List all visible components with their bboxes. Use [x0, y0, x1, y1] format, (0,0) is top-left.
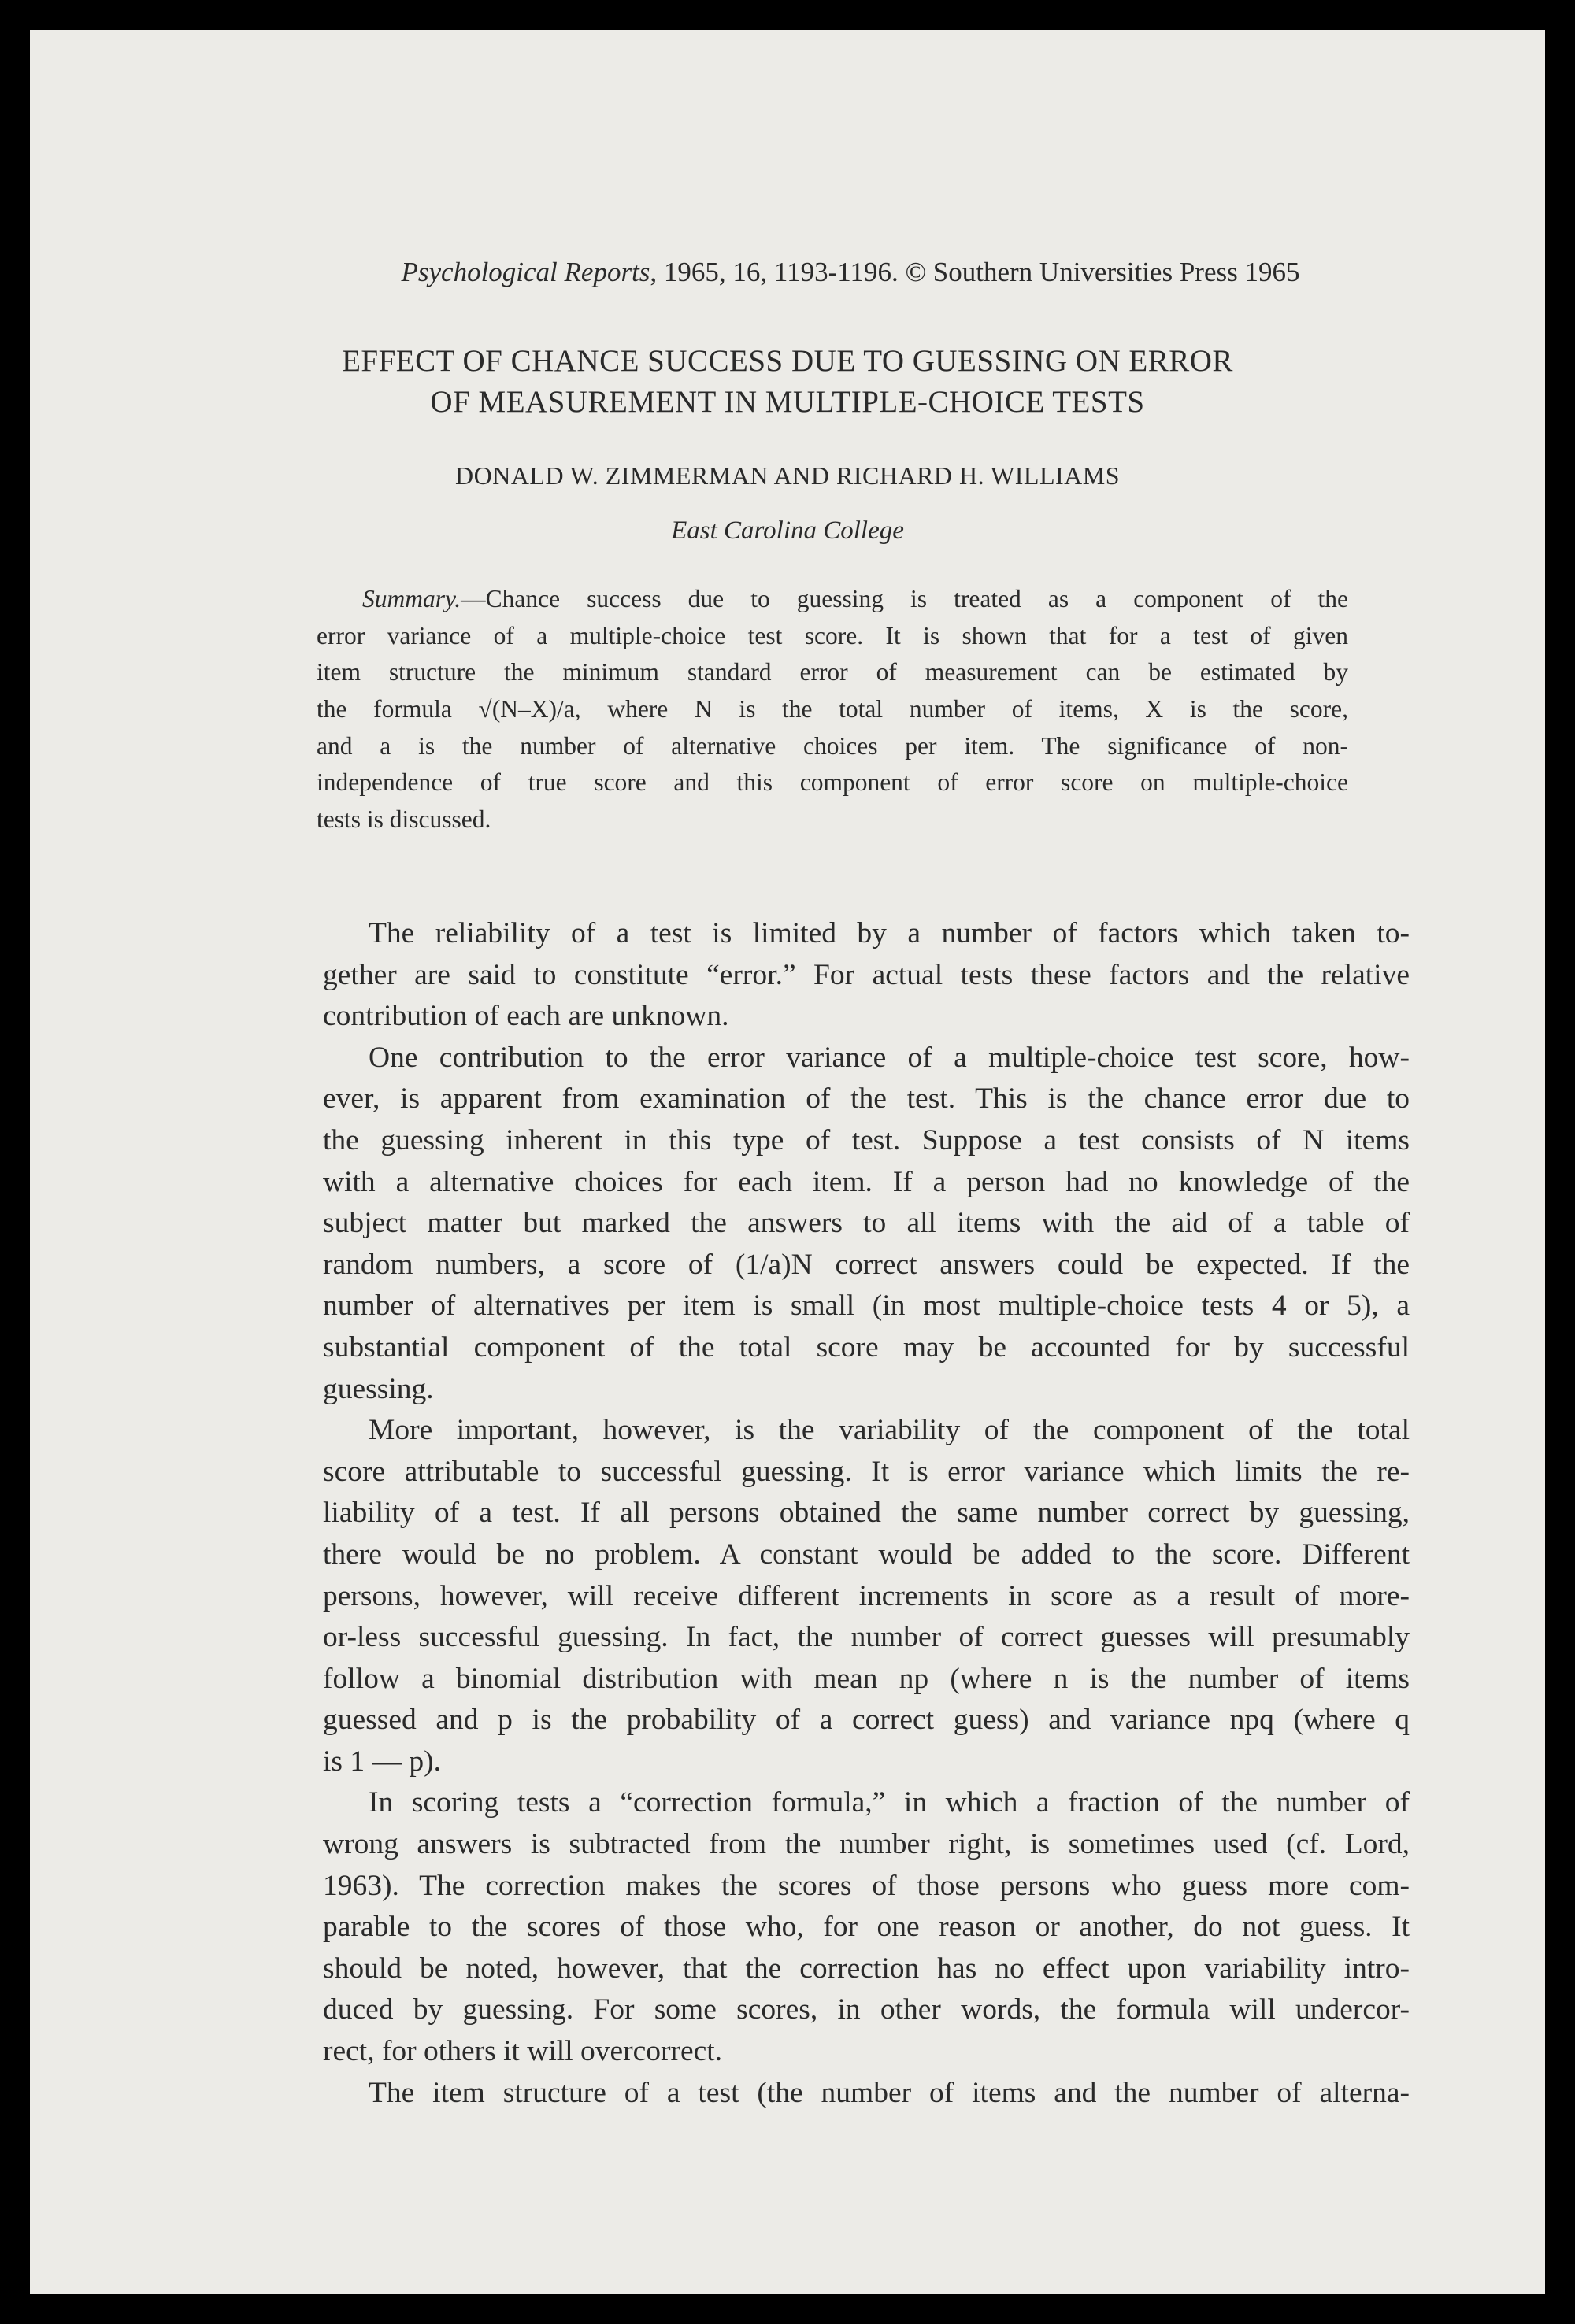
summary-line-text: the formula √(N–X)/a, where N is the total number of items, X is the score, — [317, 695, 1348, 723]
summary — [317, 581, 1348, 838]
summary-line — [317, 728, 1348, 765]
paragraph — [323, 913, 1410, 1038]
paragraph — [323, 1782, 1410, 2072]
summary-line-text: tests is discussed. — [317, 805, 491, 834]
text-line: liability of a test. If all persons obtained the same number correct by guessing, — [323, 1497, 1410, 1530]
text-line: guessing. — [323, 1372, 434, 1405]
text-line: substantial component of the total score may be accounted for by successful — [323, 1330, 1410, 1364]
text-line: contribution of each are unknown. — [323, 1000, 729, 1033]
text-line: random numbers, a score of (1/a)N correct answers could be expected. If the — [323, 1248, 1410, 1281]
summary-line-text: error variance of a multiple-choice test score. It is shown that for a test of given — [317, 621, 1348, 649]
text-line: guessed and p is the probability of a correct guess) and variance npq (where q — [323, 1704, 1410, 1737]
summary-line-text: independence of true score and this component of error score on multiple-choice — [317, 768, 1348, 797]
text-line: follow a binomial distribution with mean np (where n is the number of items — [323, 1662, 1410, 1695]
paragraph — [323, 1038, 1410, 1410]
summary-label: Summary. — [362, 585, 461, 612]
text-line: More important, however, is the variability of the component of the total — [369, 1414, 1410, 1447]
title-line-1: EFFECT OF CHANCE SUCCESS DUE TO GUESSING ON ERROR — [342, 344, 1233, 378]
text-line: parable to the scores of those who, for one reason or another, do not guess. It — [323, 1911, 1410, 1944]
text-line: subject matter but marked the answers to all items with the aid of a table of — [323, 1207, 1410, 1240]
text-line: is 1 — p). — [323, 1745, 441, 1778]
text-line: The item structure of a test (the number of items and the number of alterna- — [369, 2076, 1410, 2109]
summary-line-text: and a is the number of alternative choices per item. The significance of non- — [317, 731, 1348, 760]
text-line: The reliability of a test is limited by a number of factors which taken to- — [369, 917, 1410, 949]
text-line: In scoring tests a “correction formula,” in which a fraction of the number of — [369, 1786, 1410, 1819]
summary-line-text: —Chance success due to guessing is treated as a component of the — [461, 585, 1348, 612]
scanned-page — [30, 30, 1545, 2294]
paragraph — [323, 2073, 1410, 2115]
summary-line — [317, 618, 1348, 655]
summary-line — [317, 581, 1348, 618]
text-line: or-less successful guessing. In fact, the number of correct guesses will presumably — [323, 1621, 1410, 1654]
affiliation: East Carolina College — [671, 516, 904, 545]
text-line: wrong answers is subtracted from the number right, is sometimes used (cf. Lord, — [323, 1828, 1410, 1861]
summary-line-text: item structure the minimum standard error of measurement can be estimated by — [317, 658, 1348, 686]
journal-name: Psychological Reports — [401, 257, 650, 287]
citation: , 1965, 16, 1193-1196. © Southern Universities Press 1965 — [650, 257, 1300, 287]
text-line: number of alternatives per item is small (in most multiple-choice tests 4 or 5), a — [323, 1290, 1410, 1323]
body-text — [323, 913, 1410, 2114]
text-line: score attributable to successful guessing. It is error variance which limits the re- — [323, 1455, 1410, 1488]
text-line: the guessing inherent in this type of test. Suppose a test consists of N items — [323, 1123, 1410, 1156]
paragraph — [323, 1410, 1410, 1782]
text-line: ever, is apparent from examination of the test. This is the chance error due to — [323, 1082, 1410, 1116]
summary-line — [317, 654, 1348, 691]
summary-line — [317, 764, 1348, 801]
text-line: should be noted, however, that the correction has no effect upon variability intro- — [323, 1952, 1410, 1985]
summary-line — [317, 691, 1348, 728]
text-line: One contribution to the error variance of a multiple-choice test score, how- — [369, 1041, 1410, 1074]
text-line: rect, for others it will overcorrect. — [323, 2035, 723, 2068]
text-line: there would be no problem. A constant would be added to the score. Different — [323, 1538, 1410, 1571]
text-line: 1963). The correction makes the scores of those persons who guess more com- — [323, 1869, 1410, 1902]
text-line: with a alternative choices for each item. If a person had no knowledge of the — [323, 1165, 1410, 1198]
text-line: duced by guessing. For some scores, in other words, the formula will undercor- — [323, 1993, 1410, 2026]
running-header — [30, 257, 1545, 288]
authors: DONALD W. ZIMMERMAN AND RICHARD H. WILLIAMS — [454, 461, 1121, 490]
summary-line — [317, 801, 1348, 838]
title-line-2: OF MEASUREMENT IN MULTIPLE-CHOICE TESTS — [430, 385, 1145, 419]
text-line: persons, however, will receive different increments in score as a result of more- — [323, 1579, 1410, 1612]
text-line: gether are said to constitute “error.” For actual tests these factors and the relative — [323, 958, 1410, 991]
